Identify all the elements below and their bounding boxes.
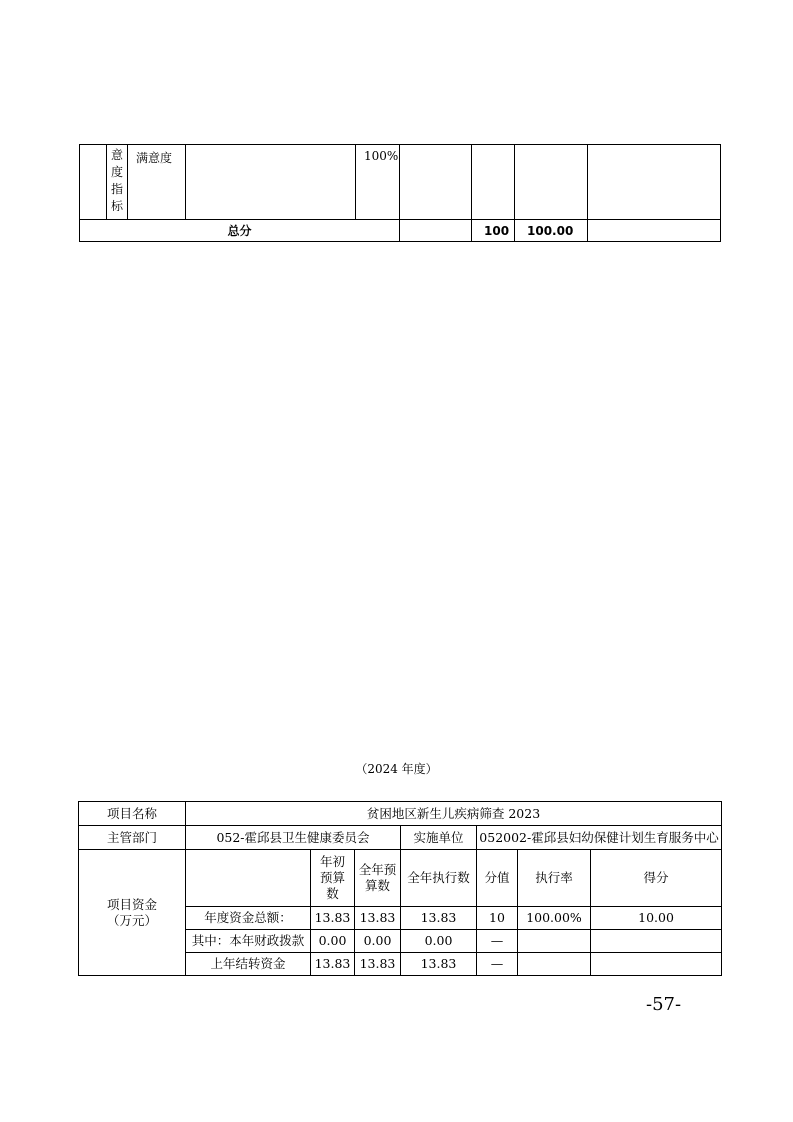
table-header-row (79, 850, 722, 907)
score-value: 10 (477, 907, 518, 930)
score-value: — (477, 953, 518, 976)
dept-value: 052-霍邱县卫生健康委员会 (186, 826, 401, 850)
dept-label: 主管部门 (79, 826, 186, 850)
metric-name: 满意度 (128, 145, 186, 220)
year-caption: （2024 年度） (355, 762, 438, 776)
header-line: 算数 (364, 878, 390, 893)
performance-score-table (79, 144, 721, 242)
total-label: 总分 (80, 220, 400, 242)
table-row (80, 145, 721, 220)
annual-budget-value: 0.00 (355, 930, 401, 953)
metric-target: 100% (356, 145, 400, 220)
table-cell (186, 850, 311, 907)
project-name-label: 项目名称 (79, 802, 186, 826)
project-name-value: 贫困地区新生儿疾病筛查 2023 (186, 802, 722, 826)
table-row (79, 826, 722, 850)
score-obtained (591, 930, 722, 953)
total-row (80, 220, 721, 242)
page-number: -57- (646, 994, 682, 1015)
table-row (79, 802, 722, 826)
exec-rate-header: 执行率 (518, 850, 591, 907)
indicator-category-cell (107, 145, 128, 220)
executed-value: 13.83 (401, 953, 477, 976)
total-obtained: 100.00 (515, 220, 588, 242)
table-cell (515, 145, 588, 220)
annual-budget-header (355, 850, 401, 907)
score-value-header: 分值 (477, 850, 518, 907)
score-obtained (591, 953, 722, 976)
exec-rate-value (518, 953, 591, 976)
annual-budget-value: 13.83 (355, 953, 401, 976)
initial-budget-value: 0.00 (311, 930, 355, 953)
header-line: 预算 (319, 870, 345, 885)
header-line: 数 (326, 886, 339, 901)
fund-label-cell (79, 850, 186, 976)
project-fund-table (78, 801, 722, 976)
exec-rate-value (518, 930, 591, 953)
unit-label: 实施单位 (401, 826, 477, 850)
fund-label-line: 项目资金 (106, 896, 157, 912)
category-char: 指 (110, 182, 123, 196)
category-char: 标 (110, 199, 123, 213)
executed-value: 13.83 (401, 907, 477, 930)
table-cell (400, 220, 472, 242)
annual-budget-value: 13.83 (355, 907, 401, 930)
row-label: 上年结转资金 (186, 953, 311, 976)
executed-value: 0.00 (401, 930, 477, 953)
initial-budget-value: 13.83 (311, 907, 355, 930)
table-cell (588, 145, 721, 220)
header-line: 全年预 (358, 862, 397, 877)
initial-budget-header (311, 850, 355, 907)
executed-header: 全年执行数 (401, 850, 477, 907)
row-label: 其中：本年财政拨款 (186, 930, 311, 953)
header-line: 年初 (319, 854, 345, 869)
table-cell (472, 145, 515, 220)
table-cell (80, 145, 107, 220)
table-cell (588, 220, 721, 242)
table-cell (186, 145, 356, 220)
score-obtained: 10.00 (591, 907, 722, 930)
total-score: 100 (472, 220, 515, 242)
category-char: 意 (110, 148, 123, 162)
initial-budget-value: 13.83 (311, 953, 355, 976)
fund-label-line: （万元） (106, 912, 157, 928)
table-cell (400, 145, 472, 220)
score-value: — (477, 930, 518, 953)
score-header: 得分 (591, 850, 722, 907)
exec-rate-value: 100.00% (518, 907, 591, 930)
unit-value: 052002-霍邱县妇幼保健计划生育服务中心 (477, 826, 722, 850)
row-label: 年度资金总额： (186, 907, 311, 930)
category-char: 度 (110, 165, 123, 179)
